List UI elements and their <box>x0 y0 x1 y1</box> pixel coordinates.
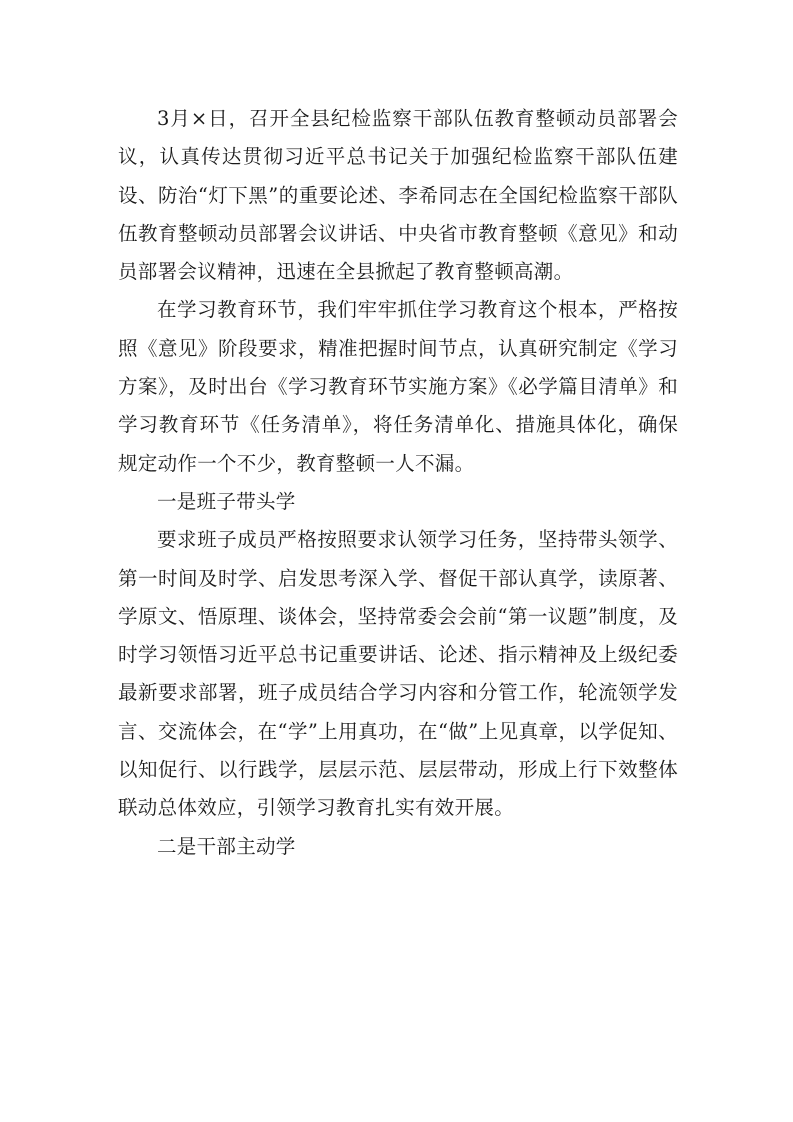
section-heading-leadership: 一是班子带头学 <box>157 489 296 513</box>
paragraph-meeting: 3月×日，召开全县纪检监察干部队伍教育整顿动员部署会议，认真传达贯彻习近平总书记关于加强纪检监察干部队伍建设、防治“灯下黑”的重要论述、李希同志在全国纪检监察干部队伍教育整顿动员部署会议讲话、中央省市教育整顿《意见》和动员部署会议精神，迅速在全县掀起了教育整顿高潮。 <box>118 107 678 284</box>
paragraph-study-phase: 在学习教育环节，我们牢牢抓住学习教育这个根本，严格按照《意见》阶段要求，精准把握时间节点，认真研究制定《学习方案》，及时出台《学习教育环节实施方案》《必学篇目清单》和学习教育环节《任务清单》，将任务清单化、措施具体化，确保规定动作一个不少，教育整顿一人不漏。 <box>118 298 678 475</box>
document-body <box>118 100 678 866</box>
paragraph-leadership-study: 要求班子成员严格按照要求认领学习任务，坚持带头领学、第一时间及时学、启发思考深入学、督促干部认真学，读原著、学原文、悟原理、谈体会，坚持常委会会前“第一议题”制度，及时学习领悟习近平总书记重要讲话、论述、指示精神及上级纪委最新要求部署，班子成员结合学习内容和分管工作，轮流领学发言、交流体会，在“学”上用真功，在“做”上见真章，以学促知、以知促行、以行践学，层层示范、层层带动，形成上行下效整体联动总体效应，引领学习教育扎实有效开展。 <box>118 528 678 820</box>
section-heading-cadres: 二是干部主动学 <box>157 834 296 858</box>
